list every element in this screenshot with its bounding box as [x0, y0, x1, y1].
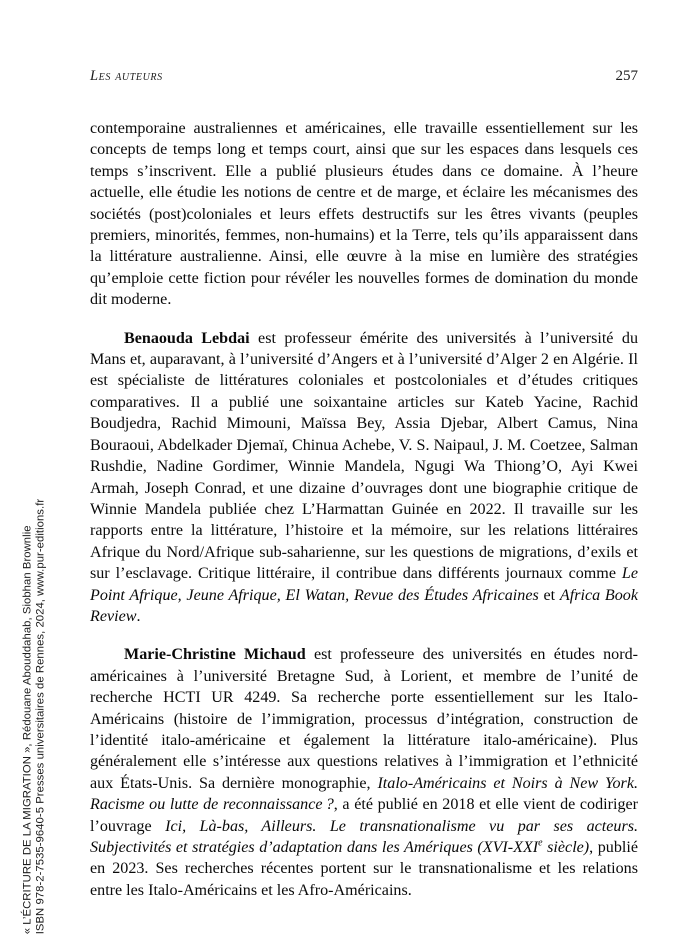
title-italic: Italo-Américains et Noirs à New York. Racisme ou lutte de reconnaissance ?: [90, 774, 638, 814]
text-run: , publié en 2023. Ses recherches récentes portent sur le transnationalisme et les relations entre les Italo-Américains et les Afro-Américains.: [90, 839, 638, 899]
author-name: Benaouda Lebdai: [124, 329, 250, 347]
text-run: est professeur émérite des universités à l’université du Mans et, auparavant, à l’université d’Angers et à l’université d’Alger 2 en Algérie. Il est spécialiste de littératures coloniales et postcoloniales et d’études critiques comparatives. Il a publié une soixantaine articles sur Kateb Yacine, Rachid Boudjedra, Rachid Mimouni, Maïssa Bey, Assia Djebar, Albert Camus, Nina Bouraoui, Abdelkader Djemaï, Chinua Achebe, V. S. Naipaul, J. M. Coetzee, Salman Rushdie, Nadine Gordimer, Winnie Mandela, Ngugi Wa Thiong’O, Ayi Kwei Armah, Joseph Conrad, et une dizaine d’ouvrages dont une biographie critique de Winnie Mandela publiée chez L’Harmattan Guinée en 2022. Il travaille sur les rapports entre la littérature, l’histoire et la mémoire, sur les relations littéraires Afrique du Nord/Afrique sub-saharienne, sur les questions de migrations, d’exils et sur l’esclavage. Critique littéraire, il contribue dans différents journaux comme: [90, 329, 638, 583]
para-benaouda-lebdai: [90, 328, 638, 628]
page-number: 257: [615, 68, 638, 84]
text-run: contemporaine australiennes et américaines, elle travaille essentiellement sur les concepts de temps long et temps court, ainsi que sur les espaces dans lesquels ces temps s’inscrivent. Elle a publié plusieurs études dans ce domaine. À l’heure actuelle, elle étudie les notions de centre et de marge, et éclaire les mécanismes des sociétés (post)coloniales et leurs effets destructifs sur les êtres vivants (peuples premiers, minorités, femmes, non-humains) et la Terre, tels qu’ils apparaissent dans la littérature australienne. Ainsi, elle œuvre à la mise en lumière des stratégies qu’emploie cette fiction pour révéler les nouvelles formes de domination du monde dit moderne.: [90, 120, 638, 309]
title-italic: siècle): [542, 839, 590, 856]
title-italic: Le Point Afrique, Jeune Afrique, El Watan, Revue des Études Africaines: [90, 565, 638, 604]
text-run: .: [136, 607, 141, 625]
para-continuation: [90, 118, 638, 311]
para-marie-christine-michaud: [90, 644, 638, 901]
ordinal-superscript: e: [538, 837, 543, 849]
text-run: et: [538, 586, 560, 604]
title-italic: Africa Book Review: [90, 586, 638, 625]
body-text-block: [90, 118, 638, 901]
author-name: Marie-Christine Michaud: [124, 646, 306, 664]
running-head-title: Les auteurs: [90, 68, 163, 84]
text-run: est professeure des universités en études nord-américaines à l’université Bretagne Sud, à Lorient, et membre de l’unité de recherche HCTI UR 4249. Sa recherche porte essentiellement sur les Italo-Américains (histoire de l’immigration, processus d’intégration, construction de l’identité italo-américaine et également la littérature italo-américaine). Plus généralement elle s’intéresse aux questions relatives à l’immigration et l’ethnicité aux États-Unis. Sa dernière monographie,: [90, 646, 638, 792]
running-head: [90, 68, 638, 88]
title-italic: Ici, Là-bas, Ailleurs. Le transnationalisme vu par ses acteurs. Subjectivités et stratégies d’adaptation dans les Amériques (XVI-XXI: [90, 817, 638, 856]
spine-credit-line-title: « L’ÉCRITURE DE LA MIGRATION », Rédouane Abouddahab, Siobhan Brownlie: [21, 525, 34, 934]
spine-credit-line-isbn: ISBN 978-2-7535-9640-5 Presses universitaires de Rennes, 2024, www.pur-editions.fr: [34, 498, 47, 934]
text-run: , a été publié en 2018 et elle vient de codiriger l’ouvrage: [90, 796, 638, 835]
spine-credit-block: [0, 0, 62, 948]
